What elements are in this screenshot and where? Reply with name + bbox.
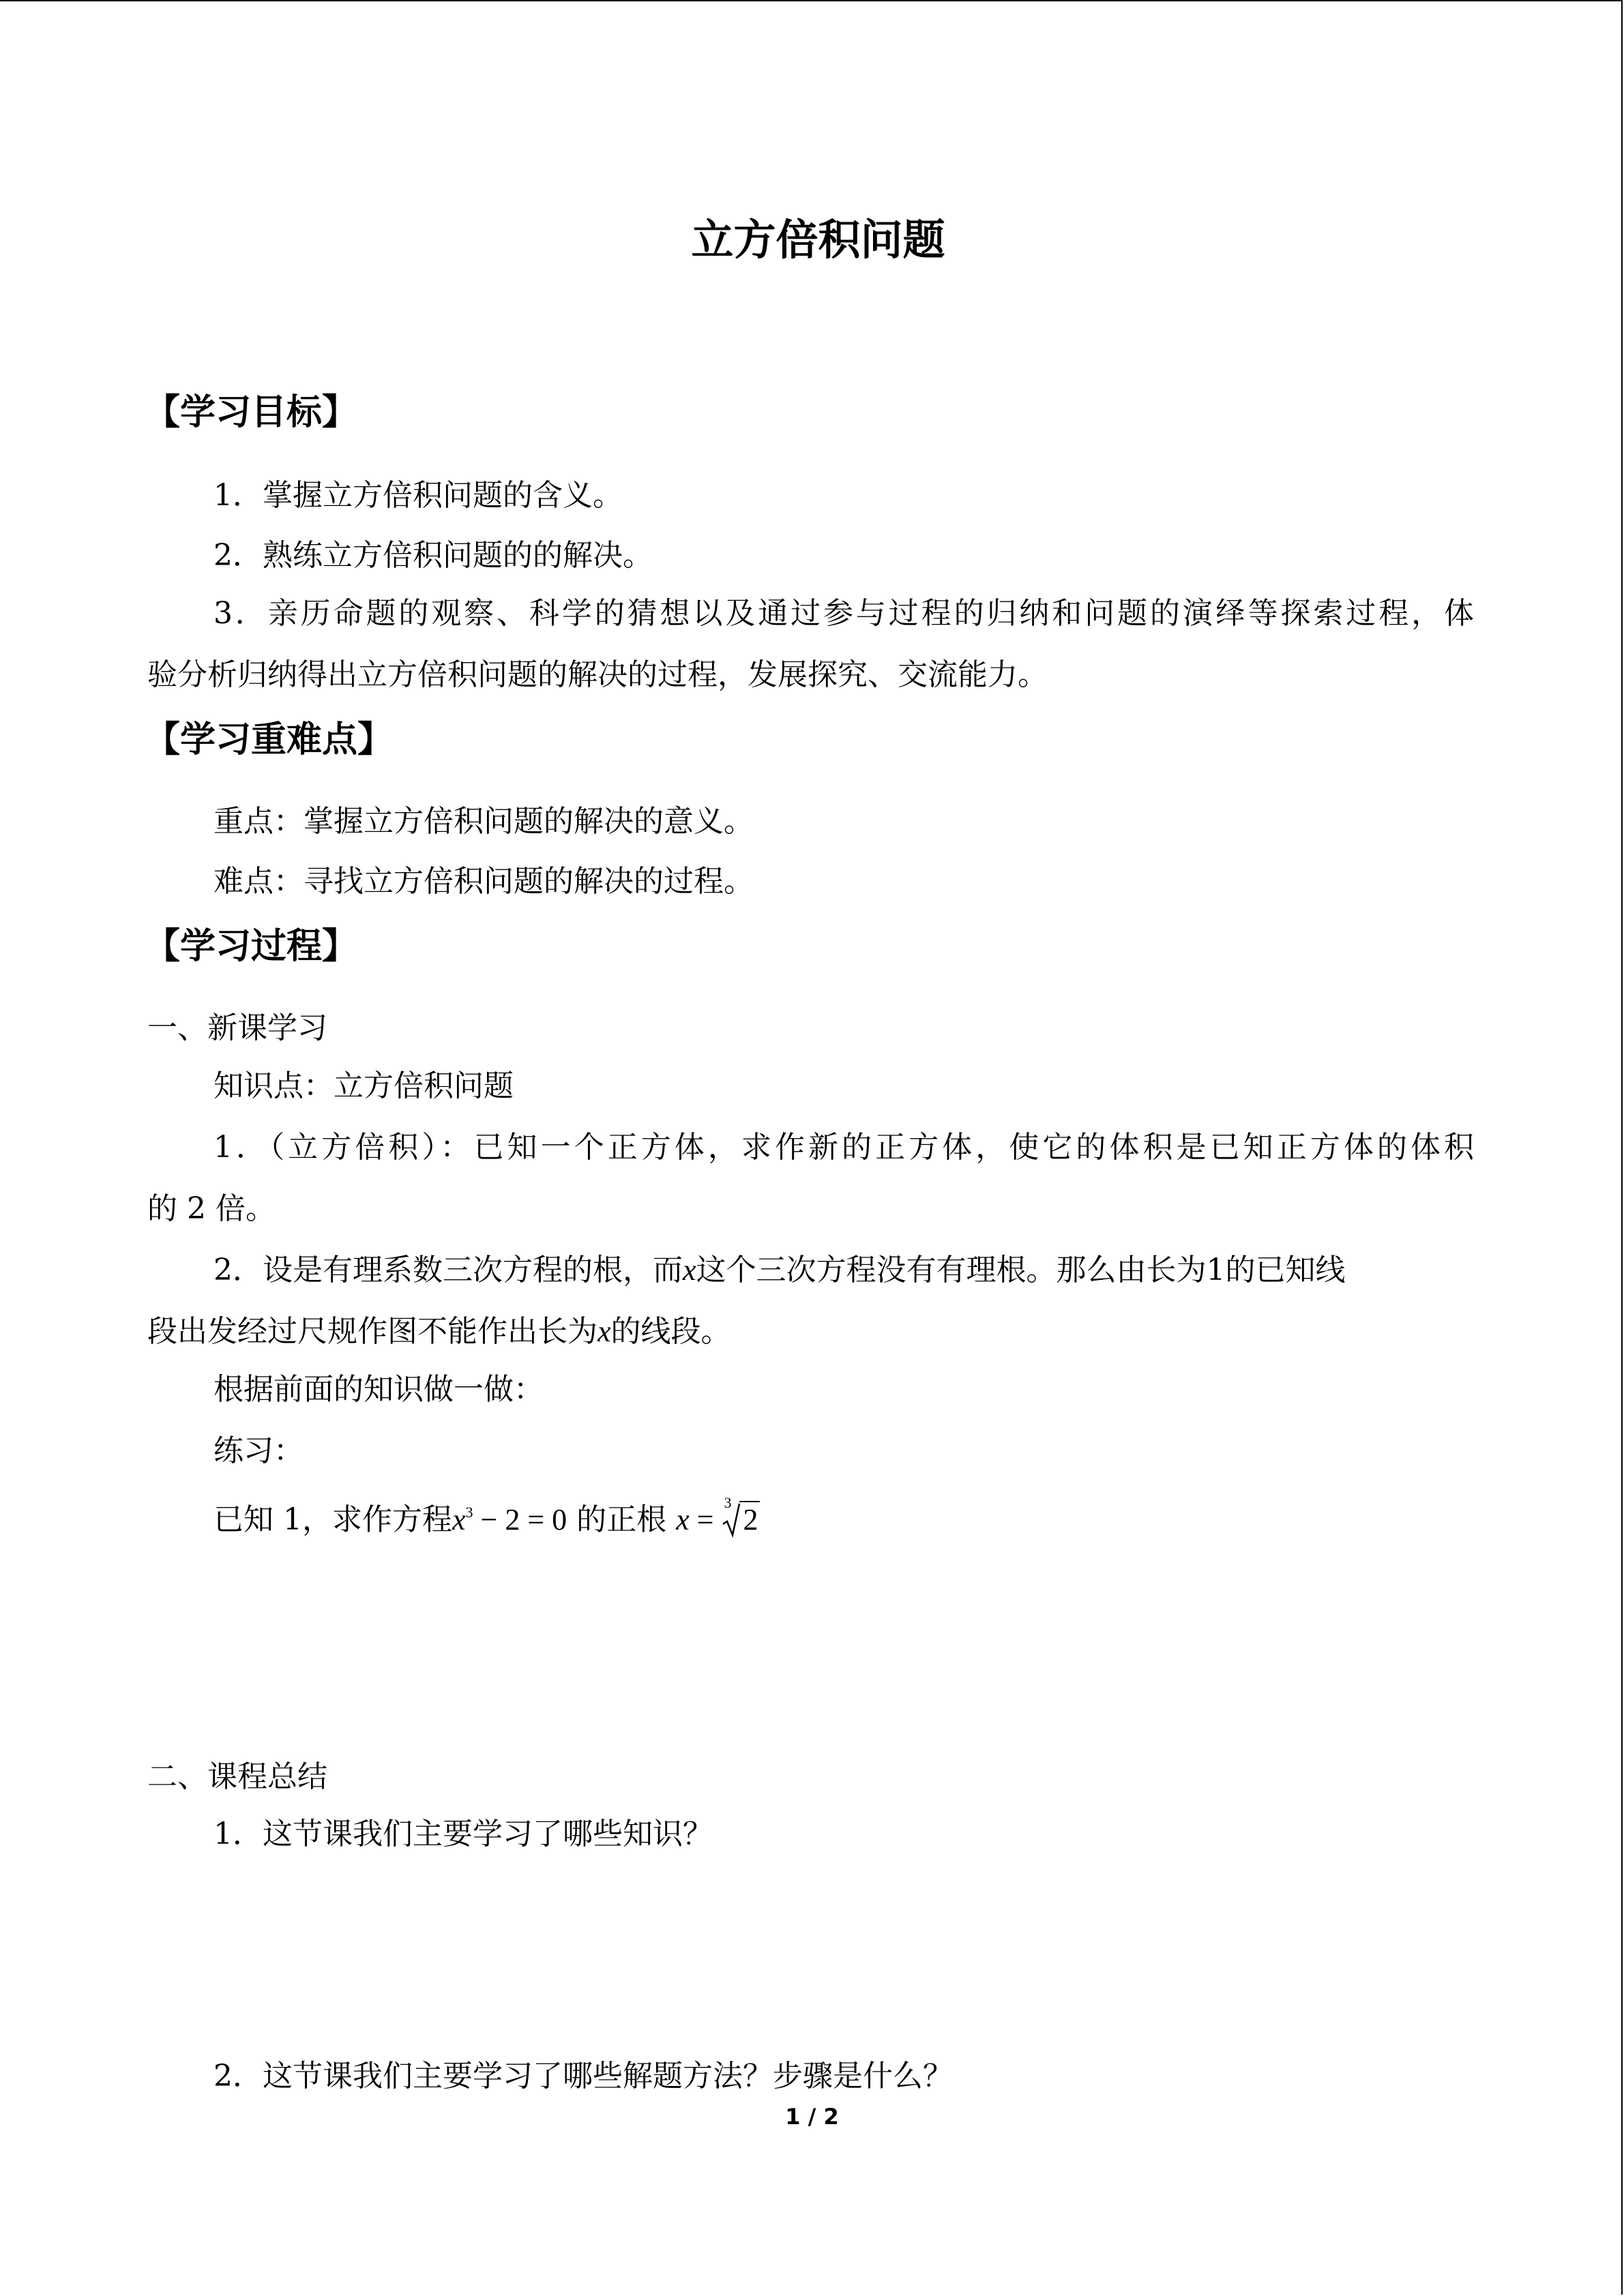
exercise-mid: 的正根 xyxy=(567,1502,677,1537)
key-points-heading: 【学习重难点】 xyxy=(145,719,394,760)
equation-exponent: 3 xyxy=(465,1504,473,1521)
objectives-heading: 【学习目标】 xyxy=(145,392,358,433)
root-lhs: x xyxy=(676,1503,690,1536)
variable-x: x xyxy=(683,1253,696,1287)
item-2-line-1 xyxy=(213,1250,1346,1291)
root-radicand: 2 xyxy=(739,1501,760,1538)
knowledge-point: 知识点：立方倍积问题 xyxy=(213,1069,514,1103)
process-heading: 【学习过程】 xyxy=(145,926,358,967)
item-2-text-c: 段出发经过尺规作图不能作出长为 xyxy=(147,1314,597,1349)
exercise-prefix: 已知 1，求作方程 xyxy=(213,1502,452,1537)
equation-variable: x xyxy=(452,1503,466,1536)
difficulty-point: 难点：寻找立方倍积问题的解决的过程。 xyxy=(213,864,754,899)
section-1-title: 一、新课学习 xyxy=(147,1011,327,1045)
cube-root xyxy=(722,1494,760,1540)
item-2-text-d: 的线段。 xyxy=(610,1314,731,1349)
document-title: 立方倍积问题 xyxy=(691,215,945,265)
item-1-line-1: 1．（立方倍积）：已知一个正方体，求作新的正方体，使它的体积是已知正方体的体积 xyxy=(213,1130,1474,1165)
objective-item-3-line-1: 3．亲历命题的观察、科学的猜想以及通过参与过程的归纳和问题的演绎等探索过程，体 xyxy=(213,596,1474,631)
item-1-line-2: 的 2 倍。 xyxy=(147,1191,276,1226)
summary-question-2: 2．这节课我们主要学习了哪些解题方法？步骤是什么？ xyxy=(213,2059,953,2093)
root-index: 3 xyxy=(724,1494,732,1511)
equation xyxy=(452,1503,567,1536)
section-2-title: 二、课程总结 xyxy=(147,1759,327,1794)
exercise-line xyxy=(213,1492,760,1540)
root-equals: = xyxy=(689,1503,722,1536)
focus-point: 重点：掌握立方倍积问题的解决的意义。 xyxy=(213,804,754,839)
page-number: 1 / 2 xyxy=(785,2104,839,2130)
variable-x: x xyxy=(597,1315,611,1348)
practice-label: 练习： xyxy=(213,1433,304,1468)
item-2-text-a: 2．设是有理系数三次方程的根，而 xyxy=(213,1253,683,1287)
root-expression xyxy=(676,1494,759,1536)
item-2-text-b: 这个三次方程没有有理根。那么由长为1的已知线 xyxy=(696,1253,1346,1287)
practice-intro: 根据前面的知识做一做： xyxy=(213,1372,544,1407)
objective-item-2: 2．熟练立方倍积问题的的解决。 xyxy=(213,538,653,573)
summary-question-1: 1．这节课我们主要学习了哪些知识？ xyxy=(213,1817,713,1851)
objective-item-3-line-2: 验分析归纳得出立方倍积问题的解决的过程，发展探究、交流能力。 xyxy=(147,657,1048,692)
equation-rest: − 2 = 0 xyxy=(473,1503,567,1536)
item-2-line-2 xyxy=(147,1311,731,1352)
objective-item-1: 1．掌握立方倍积问题的含义。 xyxy=(213,478,623,513)
